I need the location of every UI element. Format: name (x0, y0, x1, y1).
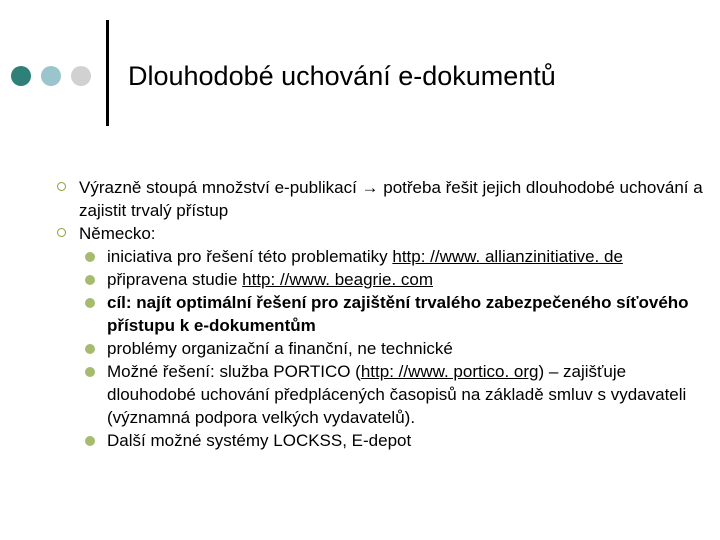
sub-list-item (107, 429, 712, 452)
sub-list-item (107, 337, 712, 360)
dot-bullet-icon (85, 367, 95, 377)
beagrie-link[interactable]: http: //www. beagrie. com (242, 270, 434, 289)
dot-bullet-icon (85, 436, 95, 446)
dot-mid (41, 66, 61, 86)
item-text: problémy organizační a finanční, ne technické (107, 339, 453, 358)
dot-bullet-icon (85, 252, 95, 262)
item-text: iniciativa pro řešení této problematiky (107, 247, 393, 266)
item-text: Další možné systémy LOCKSS, E-depot (107, 431, 412, 450)
item-text: Možné řešení: služba PORTICO ( (107, 362, 361, 381)
goal-text: cíl: najít optimální řešení pro zajištění trvalého zabezpečeného síťového přístupu k e-dokumentům (107, 293, 689, 335)
sub-list-item (107, 245, 712, 268)
ring-bullet-icon (57, 182, 66, 191)
dot-light (71, 66, 91, 86)
title-divider (106, 20, 109, 126)
item-text: připravena studie (107, 270, 243, 289)
dot-bullet-icon (85, 275, 95, 285)
list-item (79, 222, 709, 245)
slide-title: Dlouhodobé uchování e-dokumentů (128, 61, 556, 91)
dot-bullet-icon (85, 344, 95, 354)
item-text: Německo: (79, 224, 156, 243)
sub-list-item (107, 268, 712, 291)
sub-list-item (107, 360, 712, 429)
list-item (79, 176, 709, 222)
slide-body (0, 176, 720, 452)
item-text: ) – zajišťuje dlouhodobé uchování předplácených časopisů na základě smluv s vydavateli (významná podpora velkých vydavatelů). (107, 362, 687, 427)
portico-link[interactable]: http: //www. portico. org (360, 362, 539, 381)
ring-bullet-icon (57, 228, 66, 237)
item-text: Výrazně stoupá množství e-publikací → potřeba řešit jejich dlouhodobé uchování a zajistit trvalý přístup (79, 178, 703, 220)
dot-bullet-icon (85, 298, 95, 308)
sub-list-item (107, 291, 712, 337)
alliance-link[interactable]: http: //www. allianzinitiative. de (392, 247, 623, 266)
decorative-dots (11, 66, 91, 86)
dot-dark (11, 66, 31, 86)
